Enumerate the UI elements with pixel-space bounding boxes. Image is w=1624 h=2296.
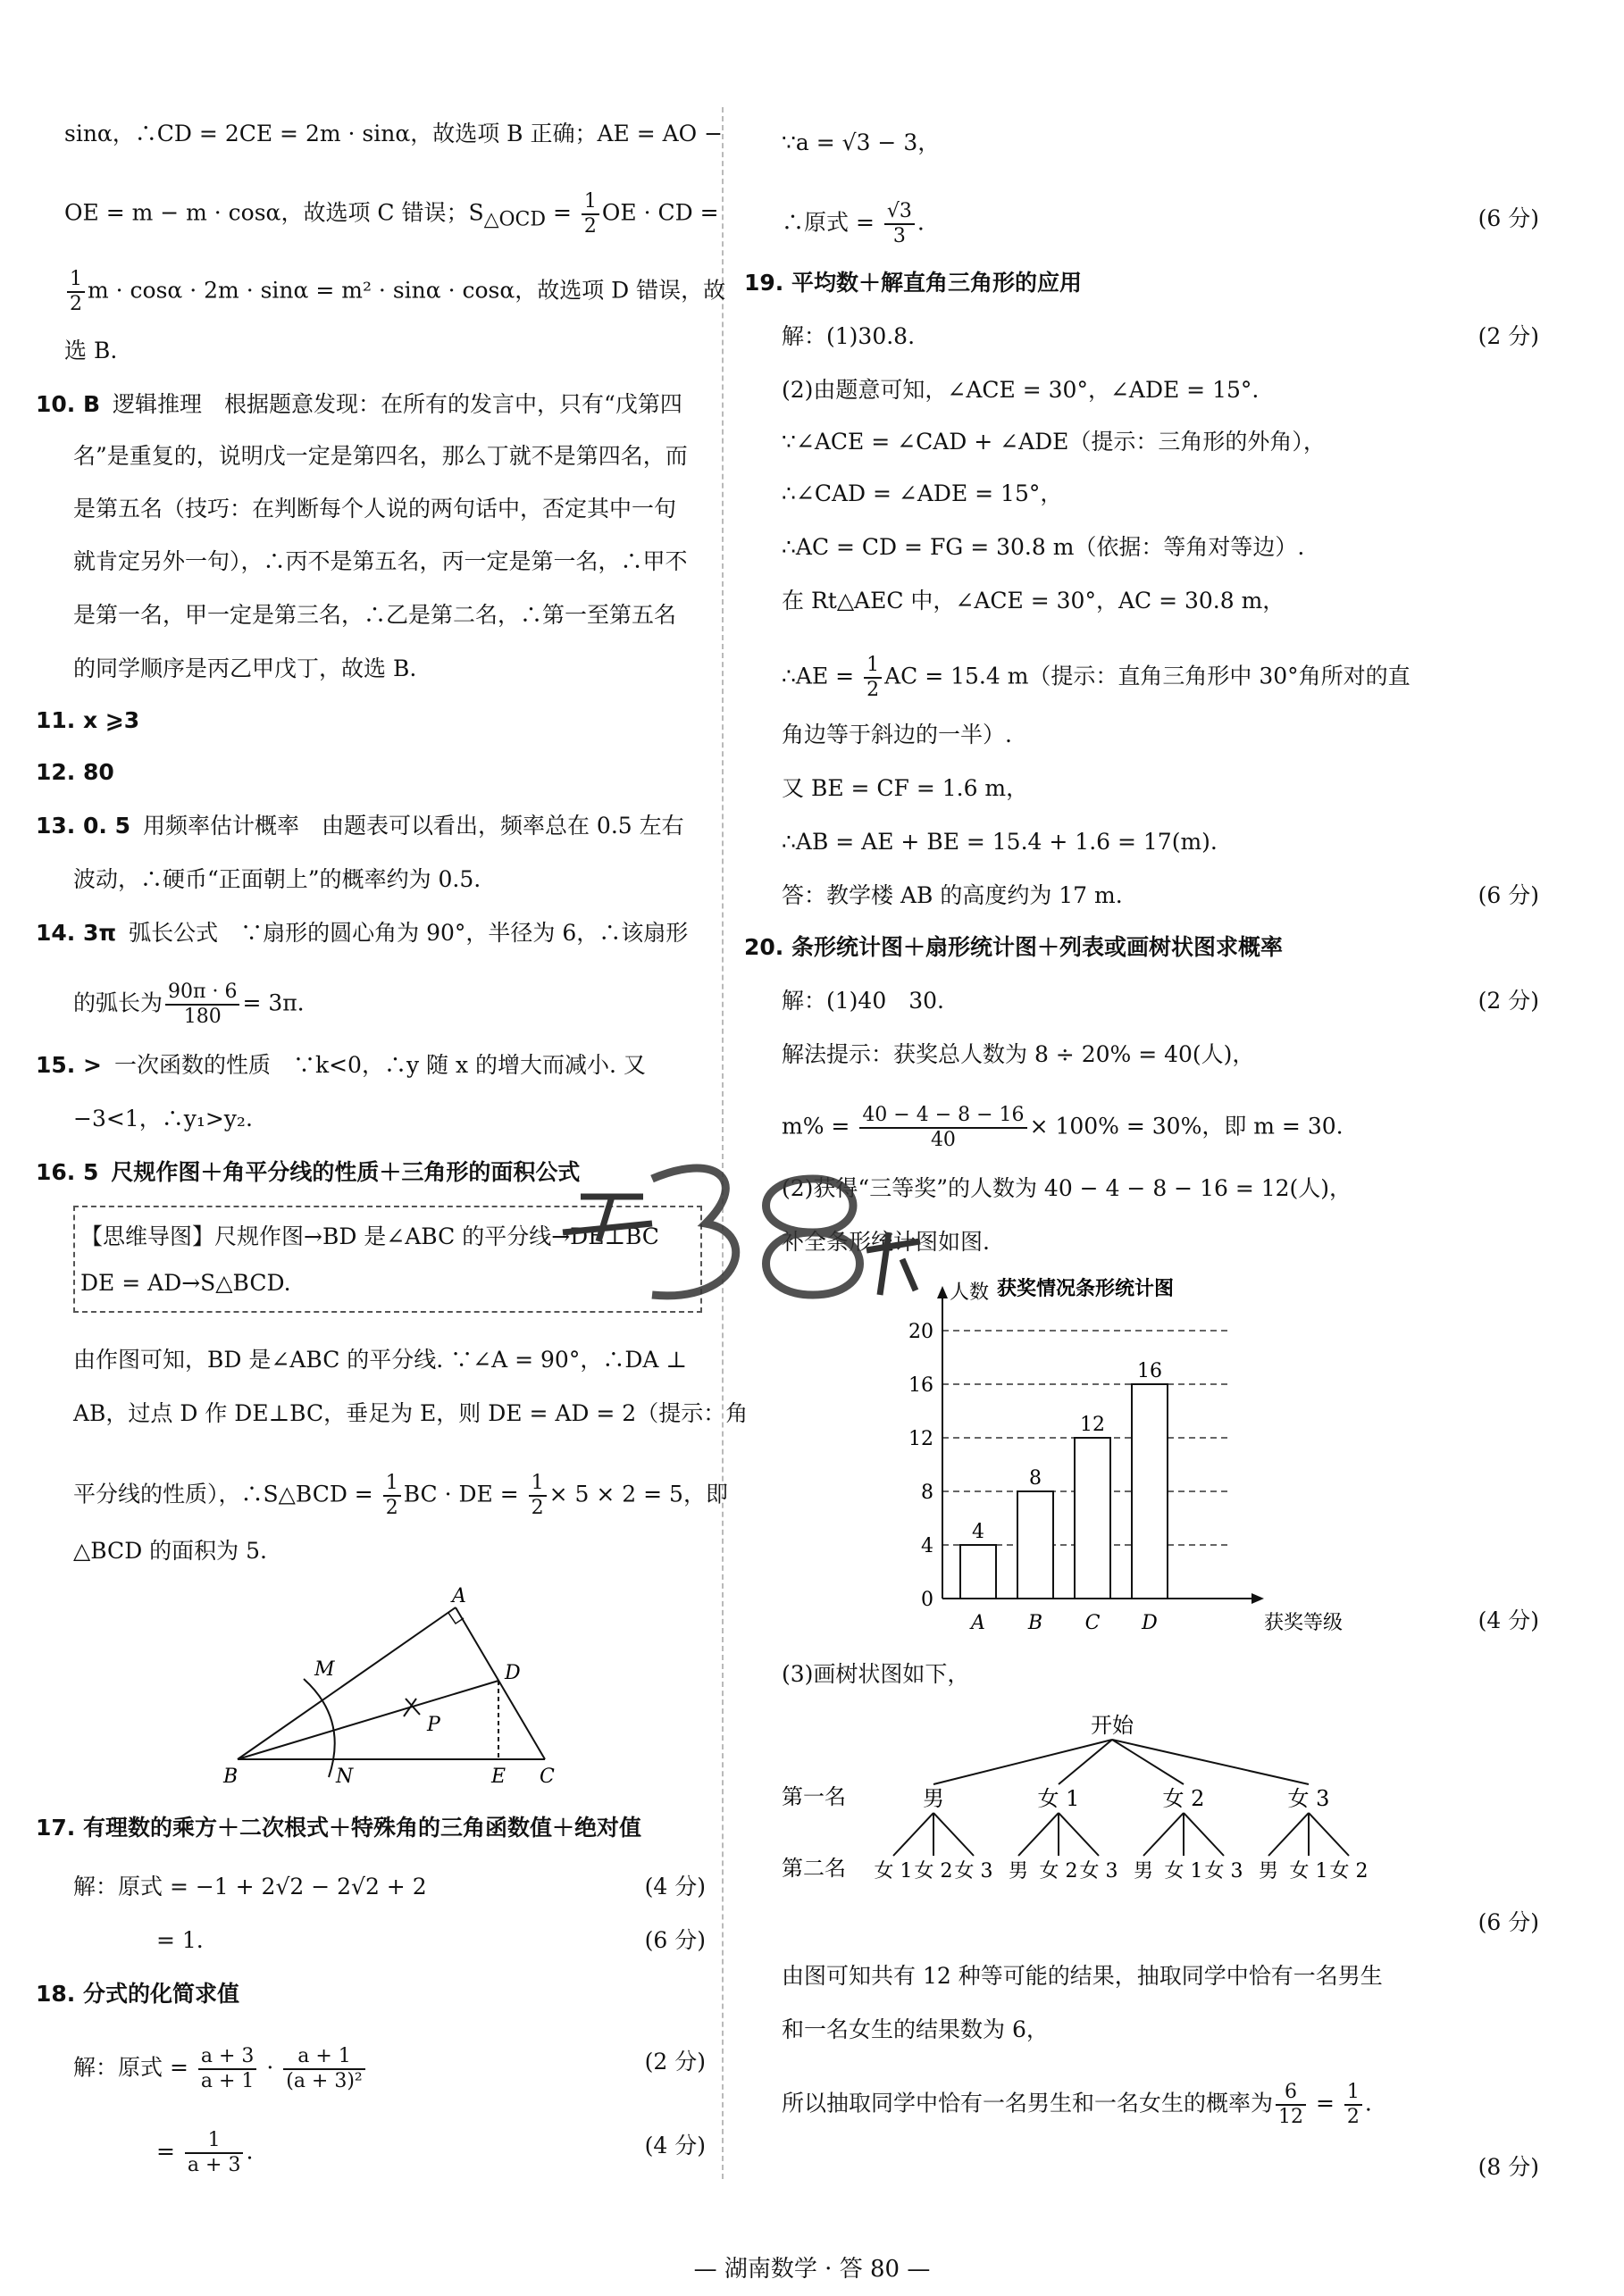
tree-node-second: 男 [1133,1860,1154,1883]
logo-char-tian [563,1197,652,1241]
question-20-title: 20. 条形统计图＋扇形统计图＋列表或画树状图求概率 [744,934,1283,960]
y-tick-label: 12 [908,1428,933,1450]
fraction [1344,2081,1362,2129]
tree-branch [1112,1740,1184,1784]
tree-row-label: 第二名 [782,1856,846,1881]
frac-den: 2 [866,679,880,701]
text-line: (2)由题意可知，∠ACE = 30°，∠ADE = 15°. [782,377,1260,403]
text-line: ∴AC = CD = FG = 30.8 m（依据：等角对等边）. [782,534,1305,560]
text-fragment: 弧长公式 ∵扇形的圆心角为 90°，半径为 6，∴该扇形 [129,920,689,946]
fraction [283,2045,365,2093]
text-fragment: . [1364,2090,1372,2116]
tree-node-second: 女 3 [1204,1860,1243,1883]
text-fragment: ∴原式 = [782,209,882,236]
frac-num: a + 3 [198,2045,257,2070]
question-number: 14. 3π [36,920,117,946]
point-label-p: P [427,1714,440,1736]
tree-node-second: 女 2 [1039,1860,1078,1883]
text-line: 是第五名（技巧：在判断每个人说的两句话中，否定其中一句 [73,496,677,522]
bar [1017,1491,1053,1599]
question-15 [36,1052,646,1079]
text-fragment: = [156,2138,182,2165]
frac-den: 180 [183,1006,222,1028]
question-16 [36,1159,580,1186]
frac-den: (a + 3)² [286,2070,363,2092]
text-line: ∵a = √3 − 3， [782,129,941,155]
text-fragment: 逻辑推理 根据题意发现：在所有的发言中，只有“戊第四 [113,391,682,417]
frac-num: 90π · 6 [165,981,239,1006]
fraction [185,2129,244,2177]
score-label: (6 分) [1478,205,1539,231]
text-line: 选 B. [64,338,118,363]
frac-num: 1 [383,1472,401,1497]
text-fragment: ∴AE = [782,663,862,689]
score-label: (4 分) [644,1874,706,1899]
text-fragment: OE · CD = [601,199,719,226]
text-line: (2)获得“三等奖”的人数为 40 − 4 − 8 − 16 = 12(人)， [782,1175,1352,1201]
question-number: 13. 0. 5 [36,813,130,839]
text-line [156,2129,253,2177]
subscript: △OCD [483,208,547,231]
frac-num: 1 [185,2129,244,2154]
text-fragment: AC = 15.4 m（提示：直角三角形中 30°角所对的直 [884,663,1411,689]
score-label: (4 分) [1478,1607,1539,1633]
tree-branch [1018,1813,1059,1856]
text-line: AB，过点 D 作 DE⊥BC，垂足为 E，则 DE = AD = 2（提示：角 [73,1400,749,1426]
question-number: 10. B [36,391,101,417]
fraction [529,1472,547,1520]
bar-chart [880,1268,1344,1643]
text-fragment: m · cosα · 2m · sinα = m² · sinα · cosα，故选项 D 错误，故 [88,277,726,304]
score-label: (4 分) [644,2133,706,2158]
point-label-n: N [336,1766,354,1788]
tree-node-first: 女 1 [1037,1786,1080,1811]
text-line: 在 Rt△AEC 中，∠ACE = 30°，AC = 30.8 m， [782,588,1285,614]
tree-node-first: 女 3 [1287,1786,1330,1811]
text-line: 的同学顺序是丙乙甲戊丁，故选 B. [73,655,417,681]
point-label-c: C [540,1766,555,1788]
tree-row-label: 第一名 [782,1784,846,1809]
segment-bd [238,1681,498,1759]
frac-num: √3 [884,200,915,225]
bar [1132,1384,1168,1599]
text-fragment: = 3π. [242,989,305,1016]
text-line: sinα，∴CD = 2CE = 2m · sinα，故选项 B 正确；AE = AO − [64,121,724,146]
score-label: (2 分) [1478,988,1539,1014]
text-line: (3)画树状图如下， [782,1661,970,1687]
score-label: (2 分) [1478,323,1539,349]
logo-digit-8 [766,1179,860,1295]
text-line: 解：(1)30.8. [782,323,916,349]
frac-num: 1 [67,268,85,293]
x-axis-arrow [1251,1593,1264,1604]
frac-den: 2 [385,1497,398,1519]
frac-den: a + 3 [187,2154,241,2176]
text-line [64,190,719,238]
point-label-m: M [314,1658,335,1681]
frac-den: 2 [70,293,82,315]
text-fragment: = [546,199,579,226]
text-line: 就肯定另外一句），∴丙不是第五名，丙一定是第一名，∴甲不 [73,548,688,574]
point-label-a: A [452,1585,466,1607]
text-line: 解：原式 = −1 + 2√2 − 2√2 + 2 [73,1874,427,1899]
page-footer: — 湖南数学 · 答 80 — [693,2256,931,2283]
text-line [64,268,725,316]
question-13 [36,813,684,839]
watermark-logo [545,1143,929,1331]
fraction [165,981,239,1029]
question-14 [36,920,688,947]
frac-num: 40 − 4 − 8 − 16 [859,1104,1026,1129]
fraction [884,200,915,248]
question-11: 11. x ⩾3 [36,707,140,733]
question-17-title: 17. 有理数的乘方＋二次根式＋特殊角的三角函数值＋绝对值 [36,1815,641,1841]
tree-branch [1309,1813,1349,1856]
frac-num: 6 [1276,2081,1306,2106]
text-line [73,981,305,1029]
bar [1075,1438,1110,1599]
text-fragment: 平分线的性质），∴S△BCD = [73,1481,381,1507]
score-label: (6 分) [1478,882,1539,908]
question-18-title: 18. 分式的化简求值 [36,1981,239,2007]
score-label: (6 分) [644,1927,706,1953]
text-line: −3<1，∴y₁>y₂. [73,1106,253,1131]
fraction [383,1472,401,1520]
frac-num: 1 [1344,2081,1362,2106]
frac-den: 2 [531,1497,544,1519]
text-fragment: 解：原式 = [73,2054,196,2081]
text-line: 解：(1)40 30. [782,988,944,1014]
y-axis-arrow [937,1286,948,1298]
tree-node-second: 女 2 [1329,1860,1369,1883]
frac-den: 2 [1346,2106,1360,2128]
text-line: = 1. [156,1927,204,1953]
text-line: 角边等于斜边的一半）. [782,722,1012,747]
frac-num: 1 [864,654,882,679]
text-line [73,1472,728,1520]
frac-den: a + 1 [200,2070,255,2092]
text-fragment: = [1309,2090,1342,2116]
frac-num: a + 1 [283,2045,365,2070]
text-line: 答：教学楼 AB 的高度约为 17 m. [782,882,1123,908]
frac-den: 40 [930,1129,956,1151]
y-tick-label: 0 [921,1589,933,1611]
text-fragment: 用频率估计概率 由题表可以看出，频率总在 0.5 左右 [142,813,684,839]
fraction [864,654,882,702]
text-line: 又 BE = CF = 1.6 m， [782,775,1029,801]
score-label: (2 分) [644,2049,706,2075]
point-label-e: E [491,1766,506,1788]
text-fragment: OE = m − m · cosα，故选项 C 错误；S [64,199,484,226]
score-label: (8 分) [1478,2154,1539,2180]
text-fragment: . [246,2138,254,2165]
text-line: 和一名女生的结果数为 6， [782,2016,1049,2042]
segment-ba [238,1607,456,1759]
text-line [782,2081,1372,2129]
question-19-title: 19. 平均数＋解直角三角形的应用 [744,270,1082,296]
fraction [582,190,599,238]
text-fragment: m% = [782,1113,858,1140]
text-line: △BCD 的面积为 5. [73,1538,267,1564]
text-line: 名”是重复的，说明戊一定是第四名，那么丁就不是第四名，而 [73,443,688,469]
question-number: 16. 5 [36,1159,99,1185]
question-title: 尺规作图＋角平分线的性质＋三角形的面积公式 [111,1159,581,1185]
text-line: 波动，∴硬币“正面朝上”的概率约为 0.5. [73,866,481,892]
text-line [782,200,925,248]
bar-value-label: 12 [1080,1414,1105,1436]
y-tick-label: 8 [921,1482,933,1504]
text-fragment: 一次函数的性质 ∵k<0，∴y 随 x 的增大而减小. 又 [113,1052,646,1078]
frac-num: 1 [582,190,599,215]
bar-value-label: 16 [1137,1360,1162,1382]
tree-node-second: 女 1 [1289,1860,1328,1883]
mind-map-line: 【思维导图】尺规作图→BD 是∠ABC 的平分线→DE⊥BC [80,1223,659,1249]
text-fragment: 的弧长为 [73,989,163,1016]
y-tick-label: 20 [908,1321,933,1343]
text-fragment: × 5 × 2 = 5，即 [548,1481,728,1507]
frac-num: 1 [529,1472,547,1497]
text-line: 补全条形统计图如图. [782,1229,990,1255]
x-tick-label: B [1027,1612,1043,1634]
text-line: ∵∠ACE = ∠CAD + ∠ADE（提示：三角形的外角）， [782,429,1326,455]
tree-branch [893,1813,933,1856]
fraction [67,268,85,316]
question-12: 12. 80 [36,759,114,785]
fraction [198,2045,257,2093]
segment-ac [456,1607,545,1759]
tree-branch [1059,1813,1099,1856]
tree-node-second: 男 [1008,1860,1029,1883]
tree-node-second: 女 2 [914,1860,953,1883]
mind-map-line: DE = AD→S△BCD. [80,1270,291,1296]
text-fragment: BC · DE = [403,1481,526,1507]
text-line: 由作图可知，BD 是∠ABC 的平分线. ∵∠A = 90°，∴DA ⊥ [73,1347,687,1373]
tree-root: 开始 [1091,1713,1134,1738]
bar [960,1545,996,1599]
tree-node-second: 女 3 [1079,1860,1118,1883]
tree-branch [1268,1813,1309,1856]
x-axis-label: 获奖等级 [1264,1612,1344,1634]
text-line: 解法提示：获奖总人数为 8 ÷ 20% = 40(人)， [782,1041,1255,1067]
tree-node-second: 女 1 [874,1860,913,1883]
tree-node-first: 女 2 [1162,1786,1205,1811]
bar-value-label: 8 [1029,1467,1042,1490]
tree-branch [1184,1813,1224,1856]
x-tick-label: A [971,1612,985,1634]
text-fragment: × 100% = 30%，即 m = 30. [1029,1113,1344,1140]
point-label-b: B [223,1766,239,1788]
text-line: 解：原式 = $\frac{a + 3}{a + 1}$ · $\frac{a + 1}{\text{(a + 3)²}}$ [73,2045,368,2093]
tree-node-second: 男 [1258,1860,1279,1883]
arc-mn [304,1679,335,1777]
question-10 [36,391,682,418]
logo-char-tao [866,1232,920,1295]
text-line: 是第一名，甲一定是第三名，∴乙是第二名，∴第一至第五名 [73,602,677,628]
tree-branch [1112,1740,1309,1784]
question-number: 15. > [36,1052,102,1078]
x-tick-label: C [1084,1612,1101,1634]
y-tick-label: 4 [921,1535,933,1557]
triangle-construction-figure [214,1585,572,1788]
tree-node-second: 女 3 [954,1860,993,1883]
text-line: ∴AB = AE + BE = 15.4 + 1.6 = 17(m). [782,829,1218,855]
y-tick-label: 16 [908,1374,933,1397]
text-line [782,654,1411,702]
fraction [1276,2081,1306,2129]
text-line: ∴∠CAD = ∠ADE = 15°， [782,480,1063,506]
frac-den: 3 [892,225,906,247]
chart-title: 获奖情况条形统计图 [996,1277,1175,1300]
x-tick-label: D [1142,1612,1158,1634]
tree-diagram [782,1706,1461,1893]
tree-node-second: 女 1 [1164,1860,1203,1883]
point-label-d: D [505,1662,521,1684]
y-axis-label: 人数 [950,1282,990,1304]
tree-node-first: 男 [923,1786,944,1811]
text-fragment: 所以抽取同学中恰有一名男生和一名女生的概率为 [782,2090,1274,2116]
tree-branch [933,1813,974,1856]
tree-branch [1143,1813,1184,1856]
logo-digit-3 [652,1168,736,1296]
text-line: 由图可知共有 12 种等可能的结果，抽取同学中恰有一名男生 [782,1963,1383,1989]
frac-den: 2 [583,215,597,238]
text-fragment: . [917,209,925,236]
frac-den: 12 [1278,2106,1304,2128]
bar-value-label: 4 [972,1521,984,1543]
score-label: (6 分) [1478,1909,1539,1935]
